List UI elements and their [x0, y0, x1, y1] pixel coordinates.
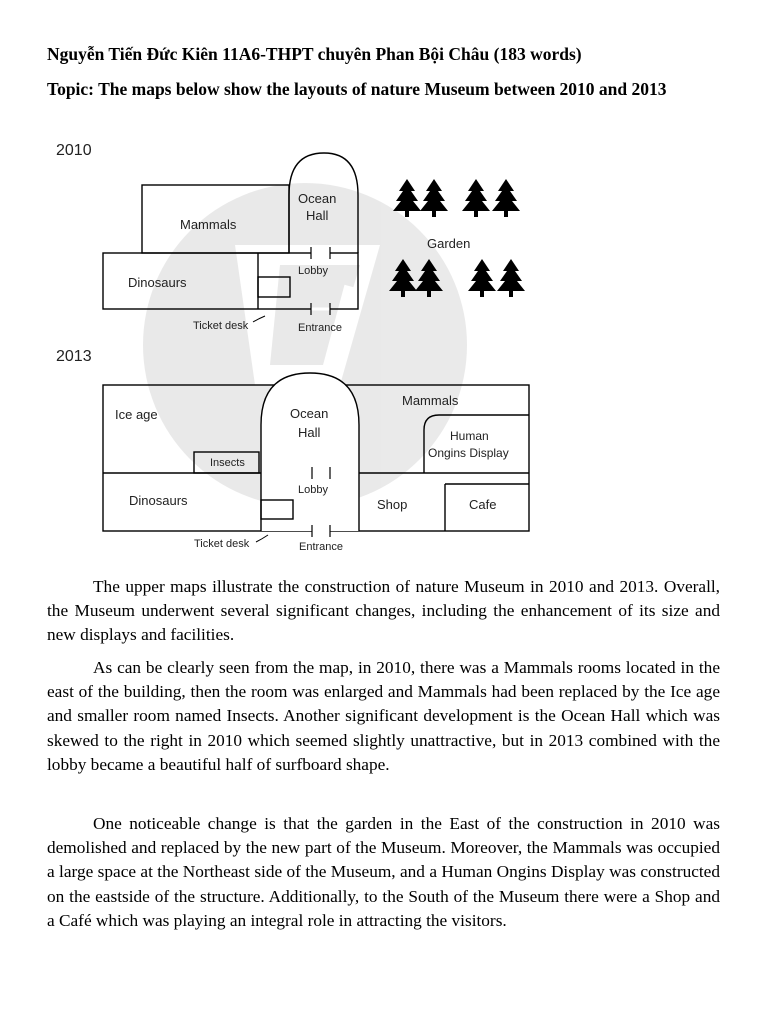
- garden-label-2010: Garden: [427, 236, 471, 251]
- lobby-label-2010: Lobby: [298, 265, 328, 277]
- tree-icon: [462, 179, 490, 217]
- tree-icon: [420, 179, 448, 217]
- mammals-label-2013: Mammals: [402, 393, 459, 408]
- ocean-hall-2013: [261, 373, 359, 531]
- dinosaurs-label-2010: Dinosaurs: [128, 275, 187, 290]
- author-line: Nguyễn Tiến Đức Kiên 11A6-THPT chuyên Phan Bội Châu (183 words): [47, 44, 582, 64]
- entrance-label-2010: Entrance: [298, 322, 343, 334]
- shop-label-2013: Shop: [377, 497, 408, 512]
- mammals-label-2010: Mammals: [180, 217, 237, 232]
- museum-maps-figure: [40, 135, 560, 560]
- museum-maps-svg: [40, 135, 560, 560]
- tree-icon: [497, 259, 525, 297]
- lobby-label-2013: Lobby: [298, 484, 328, 496]
- cafe-label-2013: Cafe: [469, 497, 497, 512]
- ice-age-label-2013: Ice age: [115, 407, 158, 422]
- human-display-label-2013: Human: [450, 429, 489, 443]
- tree-icon: [468, 259, 496, 297]
- ticket-desk-label-2013: Ticket desk: [194, 538, 250, 550]
- ocean-hall-label-2010: Ocean: [298, 191, 337, 206]
- topic-line: Topic: The maps below show the layouts of nature Museum between 2010 and 2013: [47, 79, 667, 99]
- ocean-hall-label-2013: Ocean: [290, 406, 329, 421]
- entrance-label-2013: Entrance: [299, 541, 344, 553]
- essay-paragraph-2: As can be clearly seen from the map, in 2010, there was a Mammals rooms located in the east of the building, then the room was enlarged and Mammals had been replaced by the Ice age and smaller room named Insects. Another significant development is the Ocean Hall which was skewed to the right in 2010 which seemed slightly unattractive, but in 2013 combined with the lobby became a beautiful half of surfboard shape.: [47, 658, 720, 774]
- ticket-desk-label-2010: Ticket desk: [193, 320, 249, 332]
- essay-paragraph-1: The upper maps illustrate the construction of nature Museum in 2010 and 2013. Overall, the Museum underwent several significant changes, including the enhancement of its size and new displays and facilities.: [47, 577, 720, 645]
- ocean-hall-label-2013-line2: Hall: [298, 425, 321, 440]
- ocean-hall-label-2010-line2: Hall: [306, 208, 329, 223]
- tree-icon: [492, 179, 520, 217]
- year-2010-label: 2010: [56, 142, 92, 159]
- insects-label-2013: Insects: [210, 457, 245, 469]
- human-display-label-2013-line2: Ongins Display: [428, 446, 509, 460]
- tree-icon: [393, 179, 421, 217]
- dinosaurs-label-2013: Dinosaurs: [129, 493, 188, 508]
- ticket-desk-pointer-2013: [256, 535, 268, 542]
- year-2013-label: 2013: [56, 348, 92, 365]
- essay-paragraph-3: One noticeable change is that the garden in the East of the construction in 2010 was demolished and replaced by the new part of the Museum. Moreover, the Mammals was occupied a large space at the Northeast side of the Museum, and a Human Ongins Display was constructed on the eastside of the structure. Additionally, to the South of the Museum there were a Shop and a Café which was playing an integral role in attracting the visitors.: [47, 814, 720, 930]
